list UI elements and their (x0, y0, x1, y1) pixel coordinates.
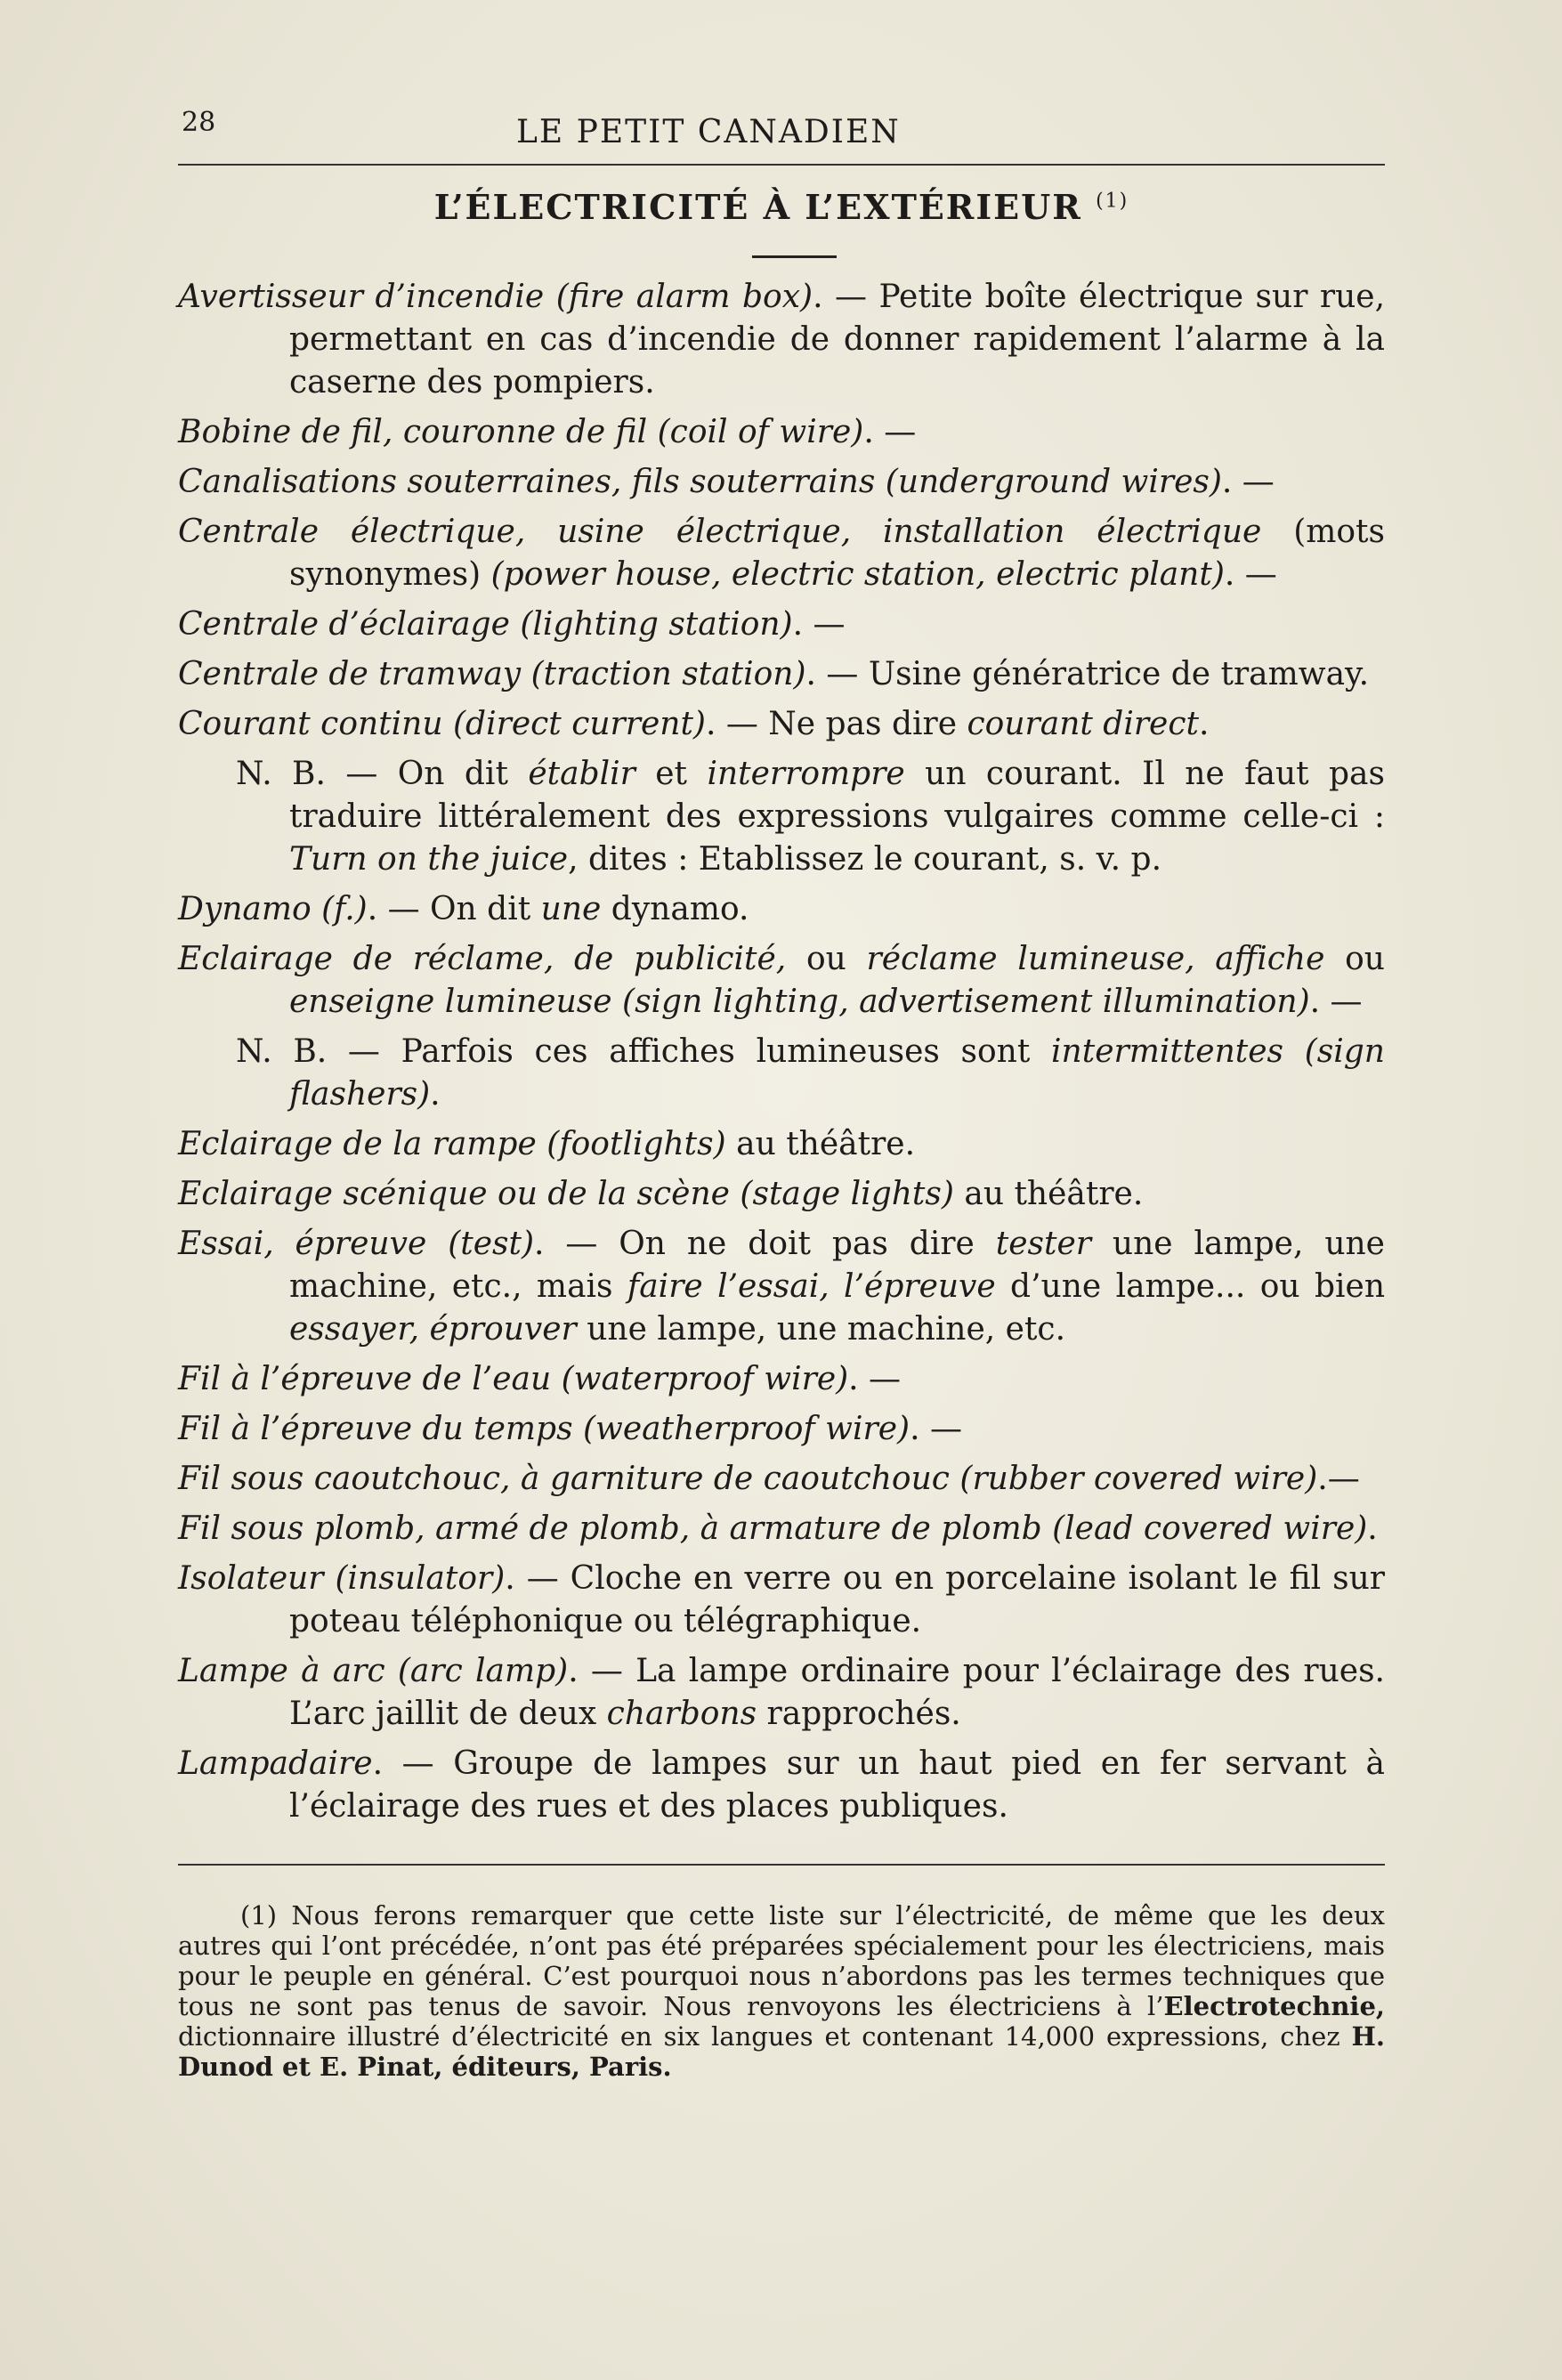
title-rule (752, 255, 837, 258)
footnote-rule (178, 1864, 1385, 1866)
glossary-entry: Fil sous caoutchouc, à garniture de caoutchouc (rubber covered wire).— (178, 1461, 1360, 1497)
nota-bene: N. B. — Parfois ces affiches lumineuses sont intermittentes (sign flashers). (236, 1033, 1385, 1113)
header-rule (178, 164, 1385, 166)
page-number: 28 (182, 107, 216, 138)
glossary-entries (178, 276, 1385, 1835)
glossary-entry: Centrale électrique, usine électrique, installation électrique (mots synonymes) (power house, electric station, electric plant). — (178, 514, 1385, 593)
section-title (178, 187, 1385, 227)
glossary-entry: Courant continu (direct current). — Ne pas dire courant direct. (178, 706, 1210, 742)
glossary-entry: Avertisseur d’incendie (fire alarm box). — Petite boîte électrique sur rue, permettant en cas d’incendie de donner rapidement l’alarme à la caserne des pompiers. (178, 279, 1386, 401)
footnote-marker: (1) (1096, 190, 1129, 213)
glossary-entry: Bobine de fil, couronne de fil (coil of wire). — (178, 414, 917, 450)
glossary-entry: Centrale d’éclairage (lighting station). — (178, 606, 846, 643)
glossary-entry: Essai, épreuve (test). — On ne doit pas dire tester une lampe, une machine, etc., mais faire l’essai, l’épreuve d’une lampe... ou bien essayer, éprouver une lampe, une machine, etc. (178, 1226, 1386, 1348)
glossary-entry: Dynamo (f.). — On dit une dynamo. (178, 891, 749, 927)
nota-bene: N. B. — On dit établir et interrompre un courant. Il ne faut pas traduire littéralement des expressions vulgaires comme celle-ci : Turn on the juice, dites : Etablissez le courant, s. v. p. (236, 756, 1385, 878)
glossary-entry: Lampadaire. — Groupe de lampes sur un haut pied en fer servant à l’éclairage des rues et des places publiques. (178, 1745, 1385, 1825)
glossary-entry: Eclairage de la rampe (footlights) au théâtre. (178, 1126, 916, 1162)
glossary-entry: Fil sous plomb, armé de plomb, à armature de plomb (lead covered wire). (178, 1510, 1378, 1547)
glossary-entry: Centrale de tramway (traction station). — Usine génératrice de tramway. (178, 656, 1370, 692)
glossary-entry: Eclairage de réclame, de publicité, ou réclame lumineuse, affiche ou enseigne lumineuse (sign lighting, advertisement illumination). — (178, 941, 1385, 1020)
running-title: LE PETIT CANADIEN (516, 114, 901, 150)
glossary-entry: Eclairage scénique ou de la scène (stage lights) au théâtre. (178, 1176, 1144, 1212)
glossary-entry: Fil à l’épreuve du temps (weatherproof wire). — (178, 1411, 962, 1447)
glossary-entry: Canalisations souterraines, fils souterrains (underground wires). — (178, 464, 1275, 500)
footnote: (1) Nous ferons remarquer que cette liste sur l’électricité, de même que les deux autres qui l’ont précédée, n’ont pas été préparées spécialement pour les électriciens, mais pour le peuple en général. C’est pourquoi nous n’abordons pas les termes techniques que tous ne sont pas tenus de savoir. Nous renvoyons les électriciens à l’Electrotechnie, dictionnaire illustré d’électricité en six langues et contenant 14,000 expressions, chez H. Dunod et E. Pinat, éditeurs, Paris. (178, 1900, 1385, 2082)
section-title-text: L’ÉLECTRICITÉ À L’EXTÉRIEUR (433, 187, 1082, 227)
glossary-entry: Fil à l’épreuve de l’eau (waterproof wire). — (178, 1361, 902, 1397)
glossary-entry: Lampe à arc (arc lamp). — La lampe ordinaire pour l’éclairage des rues. L’arc jaillit de deux charbons rapprochés. (178, 1653, 1386, 1732)
glossary-entry: Isolateur (insulator). — Cloche en verre ou en porcelaine isolant le fil sur poteau téléphonique ou télégraphique. (178, 1560, 1385, 1639)
